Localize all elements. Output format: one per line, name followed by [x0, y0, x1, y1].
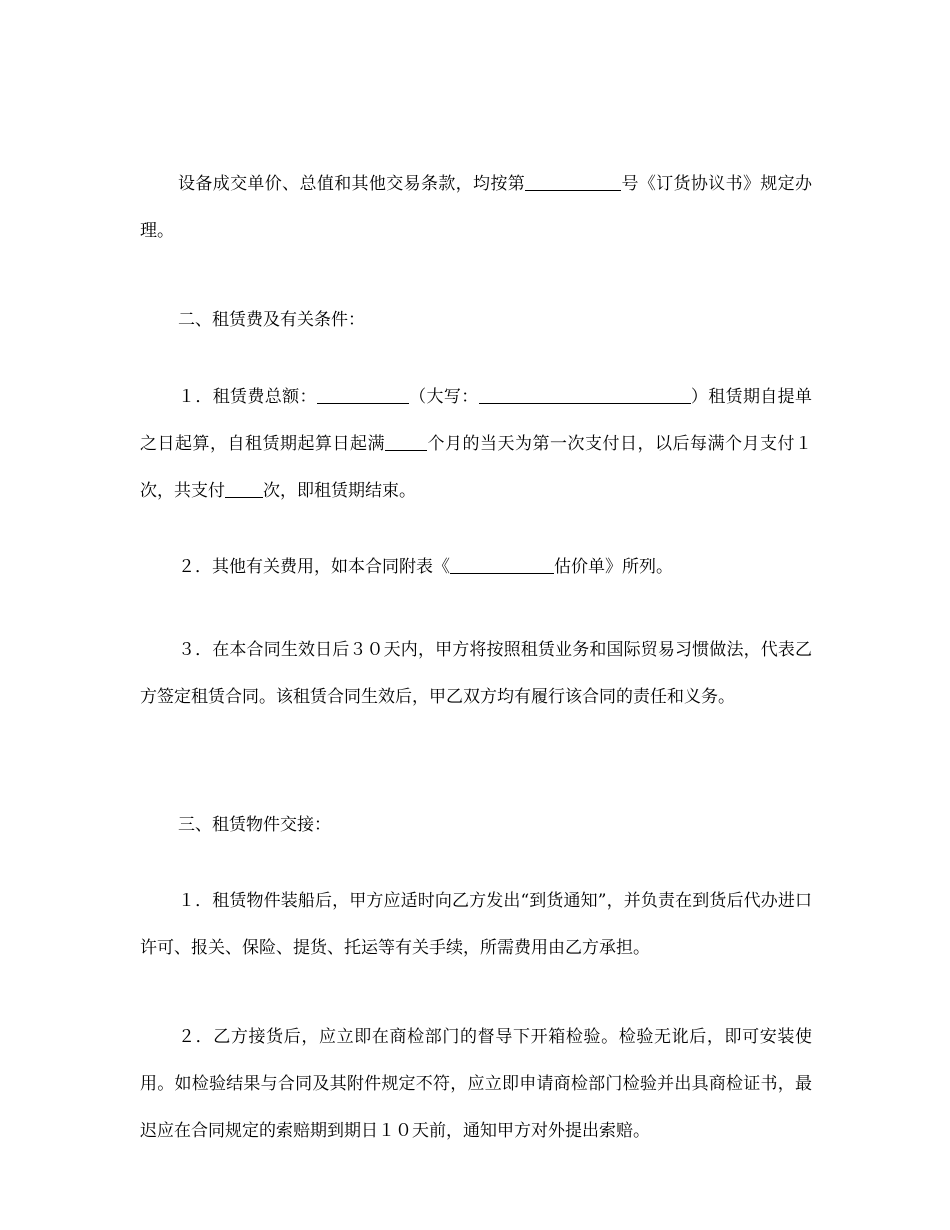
paragraph-text: 号《订货协议书》规定办理。	[140, 174, 813, 241]
paragraph-other-fees	[140, 544, 812, 591]
fill-in-blank	[317, 386, 409, 404]
fill-in-blank	[525, 173, 621, 191]
paragraph-text: １．租赁物件装船后，甲方应适时向乙方发出“到货通知”，并负责在到货后代办进口许可、报关、保险、提货、托运等有关手续，所需费用由乙方承担。	[140, 891, 812, 958]
paragraph-inspection	[140, 1014, 812, 1155]
paragraph-arrival-notice	[140, 878, 812, 972]
paragraph-lease-contract	[140, 627, 812, 721]
section-heading-delivery	[140, 802, 812, 849]
paragraph-text: （大写：	[408, 387, 479, 407]
paragraph-text: 次，即租赁期结束。	[263, 481, 416, 501]
fill-in-blank	[479, 386, 691, 404]
fill-in-blank	[385, 433, 427, 451]
paragraph-unit-price-terms	[140, 161, 812, 255]
paragraph-text: 估价单》所列。	[554, 557, 673, 577]
paragraph-text: ３．在本合同生效日后３０天内，甲方将按照租赁业务和国际贸易习惯做法，代表乙方签定租赁合同。该租赁合同生效后，甲乙双方均有履行该合同的责任和义务。	[140, 640, 812, 707]
paragraph-text: 三、租赁物件交接：	[178, 815, 331, 835]
paragraph-rent-total	[140, 374, 812, 515]
paragraph-text: 个月的当天为第一次支付日，以后每满个月支付１次，共支付	[140, 434, 812, 501]
fill-in-blank	[450, 556, 554, 574]
paragraph-text: 设备成交单价、总值和其他交易条款，均按第	[178, 174, 526, 194]
section-heading-rent-conditions	[140, 297, 812, 344]
fill-in-blank	[225, 480, 263, 498]
paragraph-text: １．租赁费总额：	[178, 387, 317, 407]
paragraph-text: ２．乙方接货后，应立即在商检部门的督导下开箱检验。检验无讹后，即可安装使用。如检验结果与合同及其附件规定不符，应立即申请商检部门检验并出具商检证书，最迟应在合同规定的索赔期到期日１０天前，通知甲方对外提出索赔。	[140, 1027, 812, 1141]
paragraph-text: ２．其他有关费用，如本合同附表《	[178, 557, 450, 577]
paragraph-text: 二、租赁费及有关条件：	[178, 310, 365, 330]
paragraph-text: ）租赁期自提单之日起算，自租赁期起算日起满	[140, 387, 813, 454]
